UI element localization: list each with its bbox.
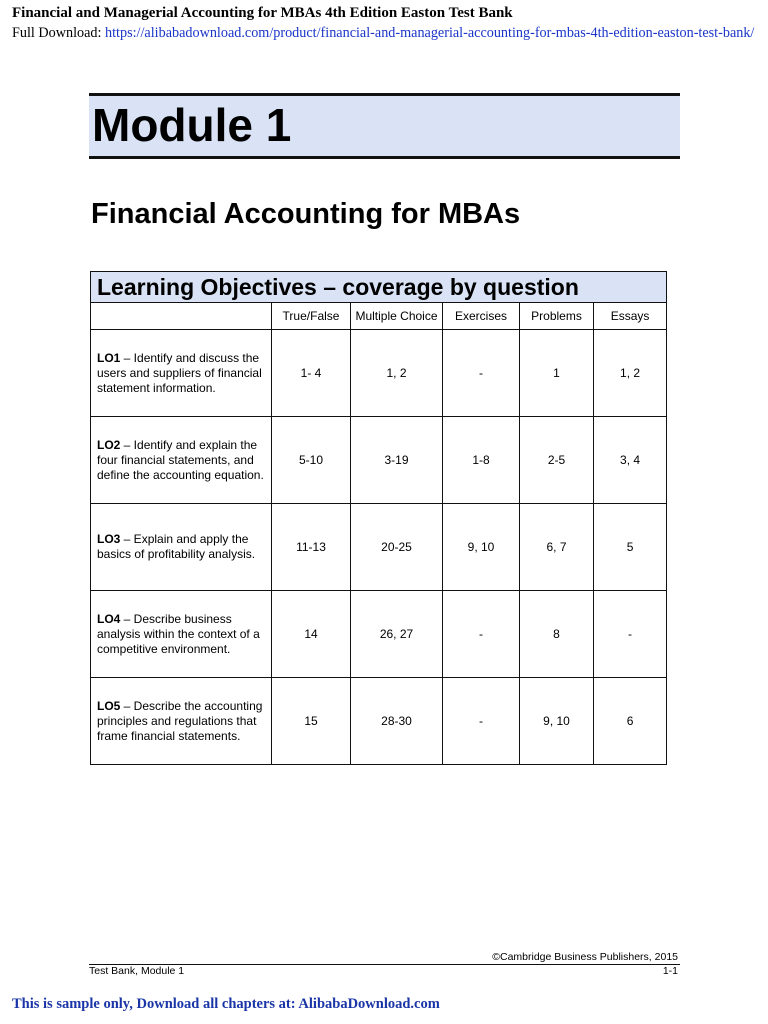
column-header: True/False (272, 303, 351, 330)
objective-cell (91, 330, 272, 417)
objective-cell (91, 678, 272, 765)
value-cell: 11-13 (272, 504, 351, 591)
value-cell: 1 (520, 330, 594, 417)
module-title: Module 1 (92, 99, 292, 151)
value-cell: 6 (594, 678, 667, 765)
column-header: Multiple Choice (351, 303, 443, 330)
footer-module-label: Test Bank, Module 1 (89, 965, 185, 977)
download-line (12, 25, 754, 42)
table-row (91, 591, 667, 678)
table-row (91, 678, 667, 765)
value-cell: 9, 10 (520, 678, 594, 765)
value-cell: 1-8 (443, 417, 520, 504)
table-caption: Learning Objectives – coverage by question (91, 272, 667, 303)
objective-code: LO4 (97, 611, 121, 626)
sample-download-note[interactable]: This is sample only, Download all chapters at: AlibabaDownload.com (12, 996, 440, 1012)
objective-text: – Describe business analysis within the context of a competitive environment. (97, 611, 260, 656)
column-header: Essays (594, 303, 667, 330)
objective-cell (91, 417, 272, 504)
value-cell: 20-25 (351, 504, 443, 591)
column-header: Exercises (443, 303, 520, 330)
value-cell: - (594, 591, 667, 678)
value-cell: 3, 4 (594, 417, 667, 504)
objective-text: – Identify and discuss the users and suppliers of financial statement information. (97, 350, 262, 395)
column-header-row (91, 303, 667, 330)
objective-code: LO5 (97, 698, 121, 713)
learning-objectives-table (90, 271, 667, 765)
value-cell: 1, 2 (594, 330, 667, 417)
footer-page-number: 1-1 (662, 965, 678, 977)
objective-text: – Describe the accounting principles and regulations that frame financial statements. (97, 698, 263, 743)
value-cell: - (443, 678, 520, 765)
objective-text: – Identify and explain the four financial statements, and define the accounting equation. (97, 437, 264, 482)
table-row (91, 330, 667, 417)
value-cell: 1- 4 (272, 330, 351, 417)
module-title-band (89, 93, 680, 159)
objective-code: LO1 (97, 350, 121, 365)
value-cell: 3-19 (351, 417, 443, 504)
value-cell: - (443, 330, 520, 417)
value-cell: 15 (272, 678, 351, 765)
objective-text: – Explain and apply the basics of profitability analysis. (97, 532, 256, 561)
document-header-title: Financial and Managerial Accounting for MBAs 4th Edition Easton Test Bank (12, 5, 513, 21)
value-cell: - (443, 591, 520, 678)
value-cell: 2-5 (520, 417, 594, 504)
objective-code: LO2 (97, 437, 121, 452)
objective-cell (91, 504, 272, 591)
download-link[interactable]: https://alibabadownload.com/product/financial-and-managerial-accounting-for-mbas-4th-edition-easton-test-bank/ (105, 25, 755, 41)
table-row (91, 504, 667, 591)
value-cell: 6, 7 (520, 504, 594, 591)
value-cell: 1, 2 (351, 330, 443, 417)
value-cell: 28-30 (351, 678, 443, 765)
objective-code: LO3 (97, 532, 121, 546)
value-cell: 5-10 (272, 417, 351, 504)
module-subtitle: Financial Accounting for MBAs (91, 198, 521, 230)
value-cell: 8 (520, 591, 594, 678)
copyright-text: ©Cambridge Business Publishers, 2015 (492, 951, 678, 963)
value-cell: 14 (272, 591, 351, 678)
download-label: Full Download: (12, 25, 106, 41)
table-row (91, 417, 667, 504)
value-cell: 9, 10 (443, 504, 520, 591)
value-cell: 5 (594, 504, 667, 591)
column-header-blank (91, 303, 272, 330)
objective-cell (91, 591, 272, 678)
column-header: Problems (520, 303, 594, 330)
value-cell: 26, 27 (351, 591, 443, 678)
